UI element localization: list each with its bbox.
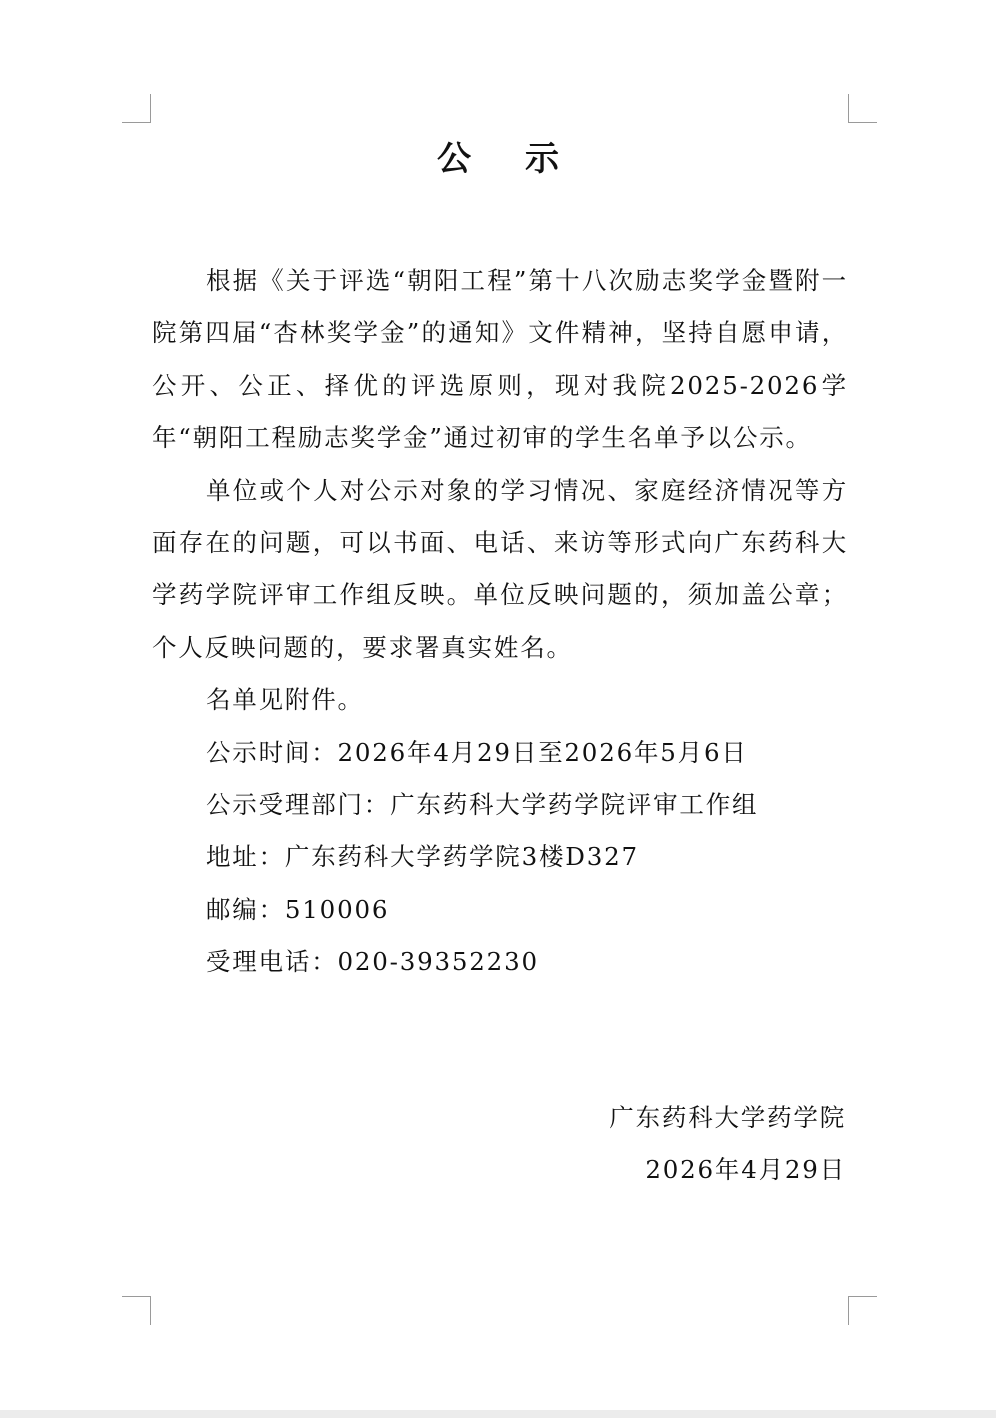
- feedback-paragraph: 单位或个人对公示对象的学习情况、家庭经济情况等方面存在的问题，可以书面、电话、来访等形式向广东药科大学药学院评审工作组反映。单位反映问题的，须加盖公章；个人反映问题的，要求署真实姓名。: [152, 475, 848, 662]
- publicity-period: 公示时间：2026年4月29日至2026年5月6日: [206, 737, 748, 767]
- signature-organization: 广东药科大学药学院: [609, 1103, 846, 1132]
- signature-block: [609, 1092, 846, 1197]
- crop-mark-top-right: [848, 94, 877, 123]
- intro-paragraph: 根据《关于评选“朝阳工程”第十八次励志奖学金暨附一院第四届“杏林奖学金”的通知》文件精神，坚持自愿申请，公开、公正、择优的评选原则，现对我院2025-2026学年“朝阳工程励志奖学金”通过初审的学生名单予以公示。: [152, 266, 848, 453]
- page-bottom-edge: [0, 1410, 996, 1418]
- notice-body: [152, 255, 848, 989]
- crop-mark-bottom-left: [122, 1296, 151, 1325]
- crop-mark-bottom-right: [848, 1296, 877, 1325]
- notice-title: 公示: [437, 139, 613, 179]
- signature-date: 2026年4月29日: [645, 1155, 846, 1185]
- crop-mark-top-left: [122, 94, 151, 123]
- address: 地址：广东药科大学药学院3楼D327: [206, 842, 639, 872]
- postal-code: 邮编：510006: [206, 894, 390, 924]
- attachment-note: 名单见附件。: [206, 685, 364, 715]
- contact-phone: 受理电话：020-39352230: [206, 947, 539, 977]
- receiving-department: 公示受理部门：广东药科大学药学院评审工作组: [206, 790, 759, 820]
